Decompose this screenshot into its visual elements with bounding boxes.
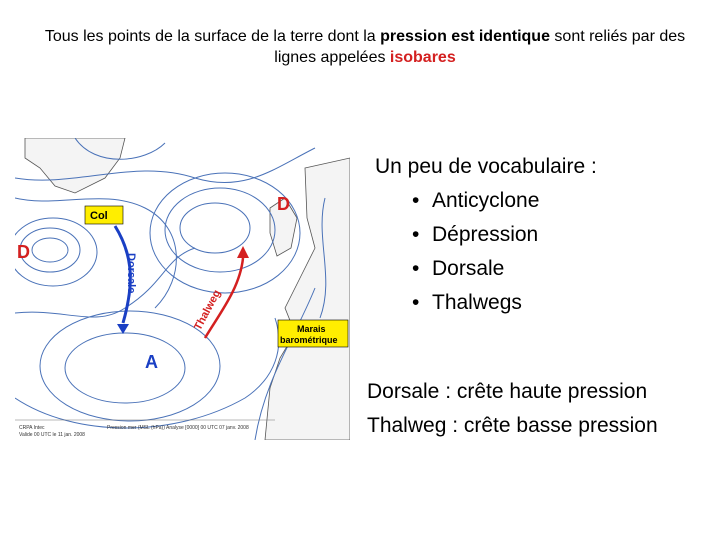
vocabulary-list	[375, 184, 597, 320]
definitions-block	[367, 375, 658, 443]
vocabulary-block	[375, 150, 597, 320]
col-label: Col	[90, 210, 108, 222]
map-footer-left-1: CRPA Intec	[19, 425, 45, 431]
page-header	[40, 26, 690, 68]
dorsale-label: Dorsale	[125, 253, 137, 294]
weather-map	[15, 138, 350, 440]
header-bold-2: isobares	[389, 49, 456, 66]
header-bold-1: pression est identique	[380, 28, 550, 45]
header-text-1: Tous les points de la surface de la terre dont la	[44, 28, 381, 45]
definition-dorsale: Dorsale : crête haute pression	[367, 380, 648, 403]
header-text-2: sont reliés par des lignes appelées	[274, 28, 686, 66]
thalweg-label: Thalweg	[192, 287, 224, 333]
depression-label-right: D	[277, 194, 290, 214]
vocabulary-title: Un peu de vocabulaire :	[375, 155, 597, 178]
marais-label-1: Marais	[297, 324, 326, 334]
marais-label-2: barométrique	[280, 335, 338, 345]
definition-thalweg: Thalweg : crête basse pression	[367, 414, 658, 437]
depression-label-left: D	[17, 242, 30, 262]
vocabulary-item: • Dépression	[412, 218, 597, 252]
anticyclone-label: A	[145, 352, 158, 372]
vocabulary-item: • Dorsale	[412, 252, 597, 286]
map-footer-left-2: Valide 00 UTC le 11 jan. 2008	[19, 432, 85, 438]
map-footer-right: Pression mer (MSL (hPa)) Analyse [0000] 00 UTC 07 janv. 2008	[107, 425, 249, 431]
vocabulary-item: • Thalwegs	[412, 286, 597, 320]
vocabulary-item: • Anticyclone	[412, 184, 597, 218]
